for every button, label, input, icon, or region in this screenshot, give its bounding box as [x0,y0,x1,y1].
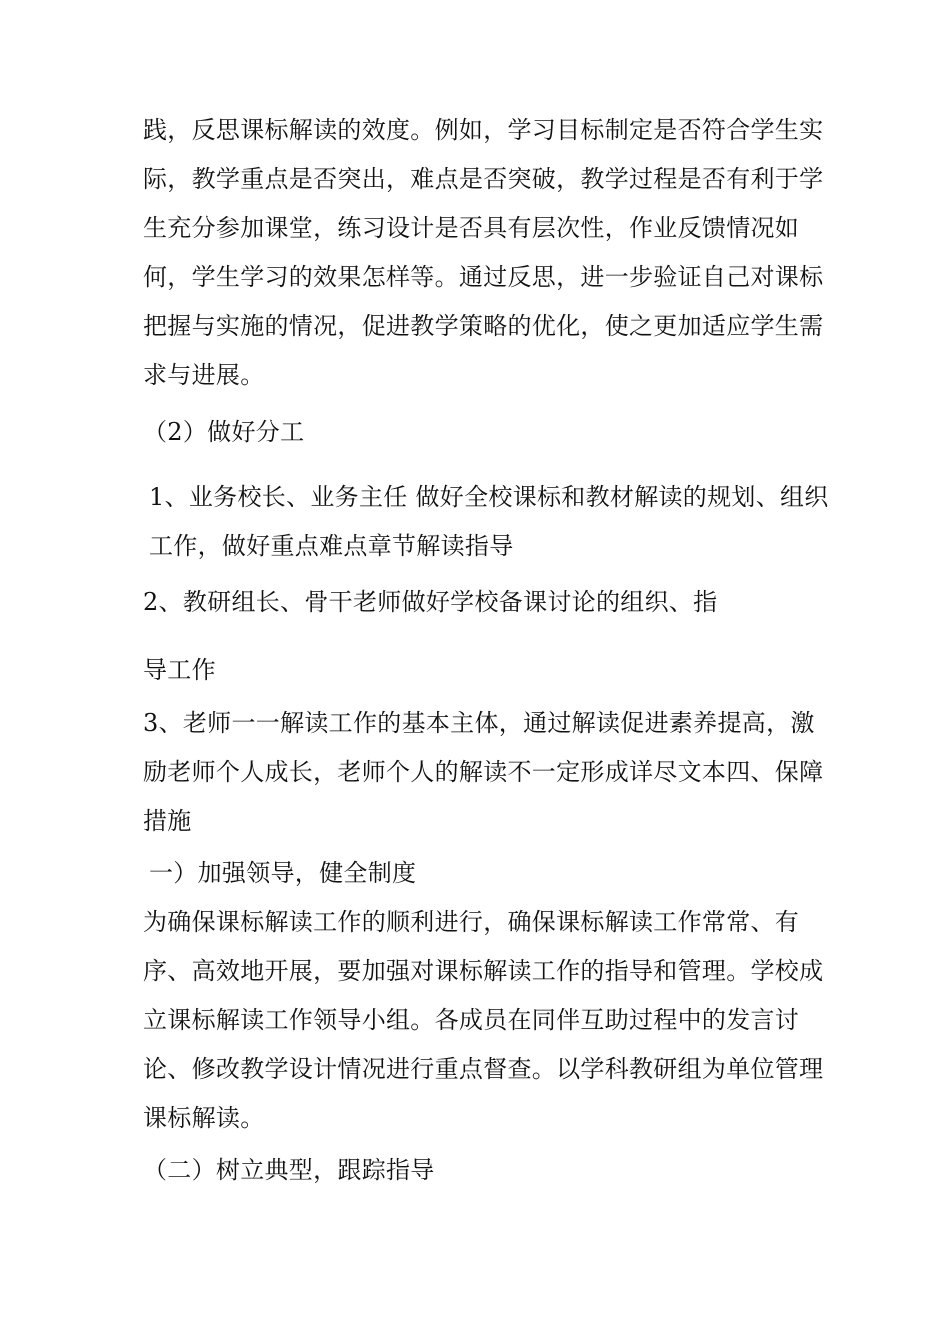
heading-leadership: 一）加强领导，健全制度 [149,859,417,887]
paragraph-reflection: 践，反思课标解读的效度。例如，学习目标制定是否符合学生实际，教学重点是否突出，难点是否突破，教学过程是否有利于学生充分参加课堂，练习设计是否具有层次性，作业反馈情况如何，学生学习的效果怎样等。通过反思，进一步验证自己对课标把握与实施的情况，促进教学策略的优化，使之更加适应学生需求与进展。 [143,116,824,389]
list-item-2-continued: 导工作 [143,656,216,684]
heading-typical-models: （二）树立典型，跟踪指导 [143,1156,435,1184]
list-item-3: 3、老师一一解读工作的基本主体，通过解读促进素养提高，激励老师个人成长，老师个人的解读不一定形成详尽文本四、保障措施 [143,709,824,835]
heading-division-of-labor: （2）做好分工 [143,418,305,446]
list-item-1: 1、业务校长、业务主任 做好全校课标和教材解读的规划、组织工作，做好重点难点章节解读指导 [149,483,829,560]
paragraph-leadership: 为确保课标解读工作的顺利进行，确保课标解读工作常常、有序、高效地开展，要加强对课标解读工作的指导和管理。学校成立课标解读工作领导小组。各成员在同伴互助过程中的发言讨论、修改教学设计情况进行重点督查。以学科教研组为单位管理课标解读。 [143,908,824,1132]
list-item-2: 2、教研组长、骨干老师做好学校备课讨论的组织、指 [143,588,718,616]
